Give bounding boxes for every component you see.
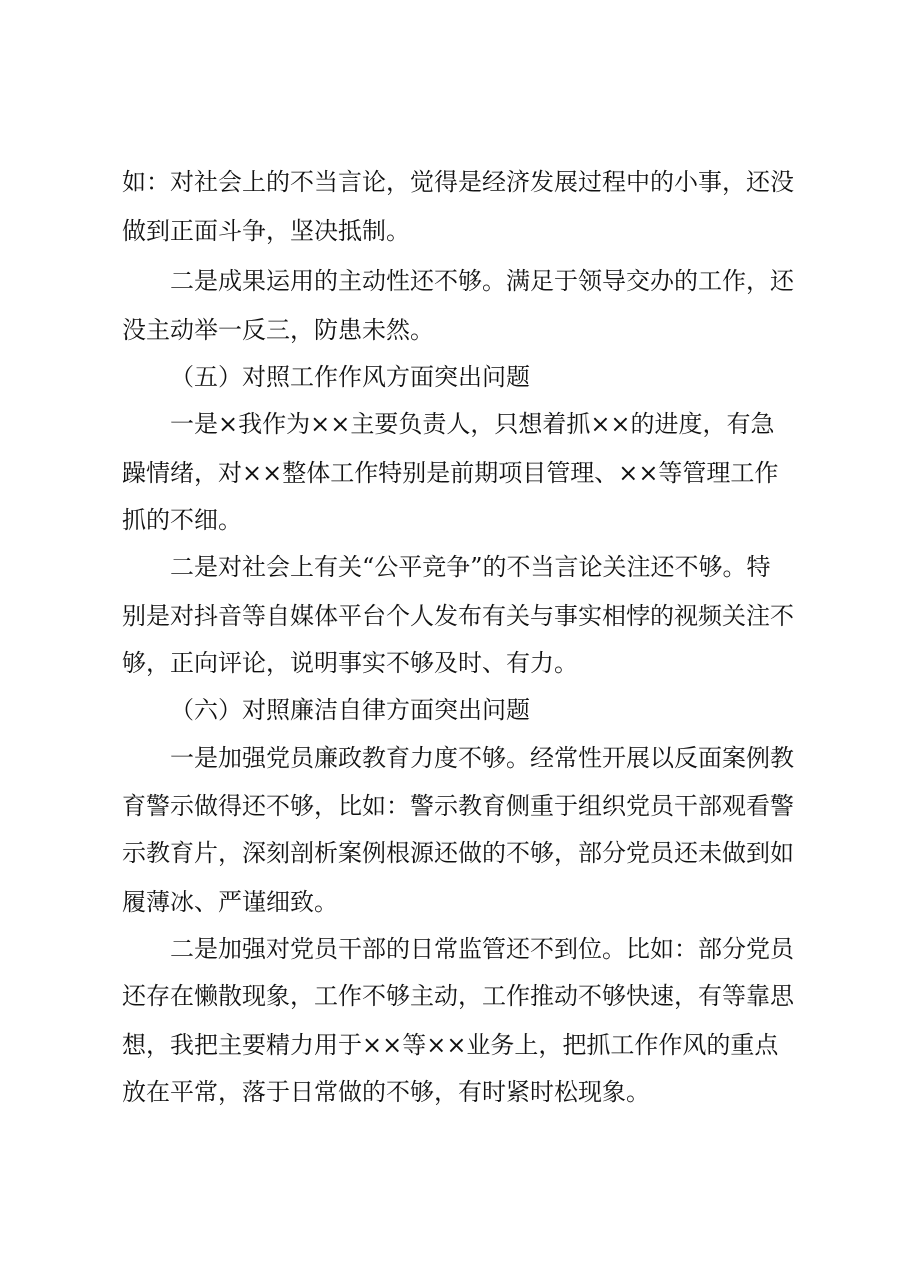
text-line: 想，我把主要精力用于××等××业务上，把抓工作作风的重点: [122, 1031, 779, 1059]
text-line: 别是对抖音等自媒体平台个人发布有关与事实相悖的视频关注不: [122, 602, 794, 630]
text-line: 做到正面斗争，坚决抵制。: [122, 217, 410, 245]
text-line: 一是加强党员廉政教育力度不够。经常性开展以反面案例教: [170, 744, 794, 772]
text-line: 放在平常，落于日常做的不够，有时紧时松现象。: [122, 1078, 650, 1106]
text-line: 二是对社会上有关“公平竞争”的不当言论关注还不够。特: [170, 553, 771, 581]
text-line: 躁情绪，对××整体工作特别是前期项目管理、××等管理工作: [122, 459, 779, 487]
text-line: 二是成果运用的主动性还不够。满足于领导交办的工作，还: [170, 267, 794, 295]
text-line: 没主动举一反三，防患未然。: [122, 316, 434, 344]
text-line: 二是加强对党员干部的日常监管还不到位。比如：部分党员: [170, 935, 794, 963]
text-line: 育警示做得还不够，比如：警示教育侧重于组织党员干部观看警: [122, 792, 794, 820]
text-line: 示教育片，深刻剖析案例根源还做的不够，部分党员还未做到如: [122, 839, 794, 867]
text-line: 够，正向评论，说明事实不够及时、有力。: [122, 649, 578, 677]
section-heading: （六）对照廉洁自律方面突出问题: [170, 696, 530, 724]
text-line: 抓的不细。: [122, 506, 242, 534]
text-line: 如：对社会上的不当言论，觉得是经济发展过程中的小事，还没: [122, 168, 794, 196]
section-heading: （五）对照工作作风方面突出问题: [170, 363, 530, 391]
text-line: 履薄冰、严谨细致。: [122, 888, 338, 916]
text-line: 还存在懒散现象，工作不够主动，工作推动不够快速，有等靠思: [122, 982, 794, 1010]
text-line: 一是×我作为××主要负责人，只想着抓××的进度，有急: [170, 410, 775, 438]
